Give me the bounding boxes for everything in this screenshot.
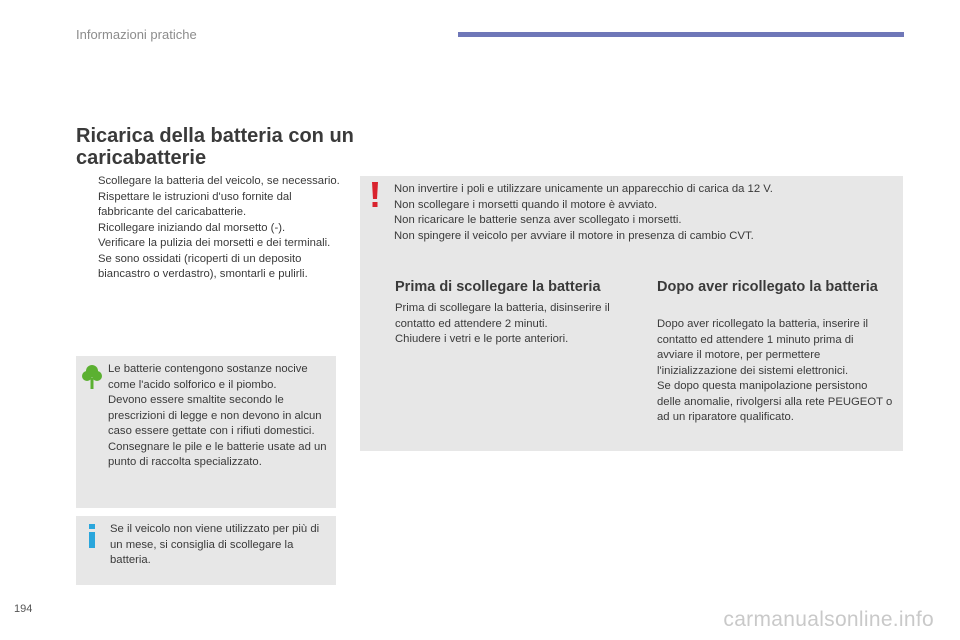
warning-text (394, 182, 894, 244)
instruction-list (76, 174, 340, 283)
header-accent-bar (458, 32, 904, 37)
page-number: 194 (14, 603, 33, 615)
list-item-text: Verificare la pulizia dei morsetti e dei terminali. Se sono ossidati (ricoperti di un deposito biancastro o verdastro), smontarli e pulirli. (98, 237, 331, 280)
section-title: Informazioni pratiche (76, 27, 197, 42)
page-title: Ricarica della batteria con un caricabatterie (76, 125, 354, 169)
environment-note-line: Le batterie contengono sostanze nocive come l'acido solforico e il piombo. (108, 363, 308, 391)
exclamation-icon (370, 182, 380, 208)
warning-line: Non invertire i poli e utilizzare unicamente un apparecchio di carica da 12 V. (394, 183, 773, 195)
warning-line: Non spingere il veicolo per avviare il motore in presenza di cambio CVT. (394, 229, 754, 242)
tree-icon (82, 364, 102, 390)
before-disconnect-title: Prima di scollegare la batteria (395, 279, 601, 295)
after-reconnect-line: Se dopo questa manipolazione persistono delle anomalie, rivolgersi alla rete PEUGEOT o ad un riparatore qualificato. (657, 380, 893, 423)
environment-note-text (108, 362, 330, 471)
info-icon (86, 524, 98, 548)
list-item-text: Scollegare la batteria del veicolo, se necessario. (98, 175, 340, 187)
list-item (76, 174, 340, 190)
environment-note (76, 356, 336, 508)
list-item-text: Ricollegare iniziando dal morsetto (-). (98, 221, 286, 234)
after-reconnect-line: Dopo aver ricollegato la batteria, inserire il contatto ed attendere 1 minuto prima di avviare il motore, per permettere l'inizializzazione dei sistemi elettronici. (657, 318, 868, 377)
before-disconnect-line: Chiudere i vetri e le porte anteriori. (395, 333, 569, 345)
info-note-text: Se il veicolo non viene utilizzato per più di un mese, si consiglia di scollegare la batteria. (110, 523, 320, 566)
before-disconnect-text (395, 301, 635, 348)
warning-box (360, 176, 903, 451)
environment-note-line: Devono essere smaltite secondo le prescrizioni di legge e non devono in alcun caso essere gettate con i rifiuti domestici. (108, 394, 322, 437)
warning-line: Non scollegare i morsetti quando il motore è avviato. (394, 198, 658, 211)
after-reconnect-text (657, 317, 893, 426)
warning-line: Non ricaricare le batterie senza aver scollegato i morsetti. (394, 214, 682, 226)
watermark: carmanualsonline.info (723, 608, 934, 631)
list-item (76, 236, 340, 283)
list-item (76, 190, 340, 221)
list-item (76, 221, 340, 237)
before-disconnect-line: Prima di scollegare la batteria, disinserire il contatto ed attendere 2 minuti. (395, 302, 610, 330)
list-item-text: Rispettare le istruzioni d'uso fornite dal fabbricante del caricabatterie. (98, 190, 292, 218)
info-note (76, 516, 336, 585)
environment-note-line: Consegnare le pile e le batterie usate ad un punto di raccolta specializzato. (108, 440, 327, 468)
after-reconnect-title: Dopo aver ricollegato la batteria (657, 279, 878, 295)
